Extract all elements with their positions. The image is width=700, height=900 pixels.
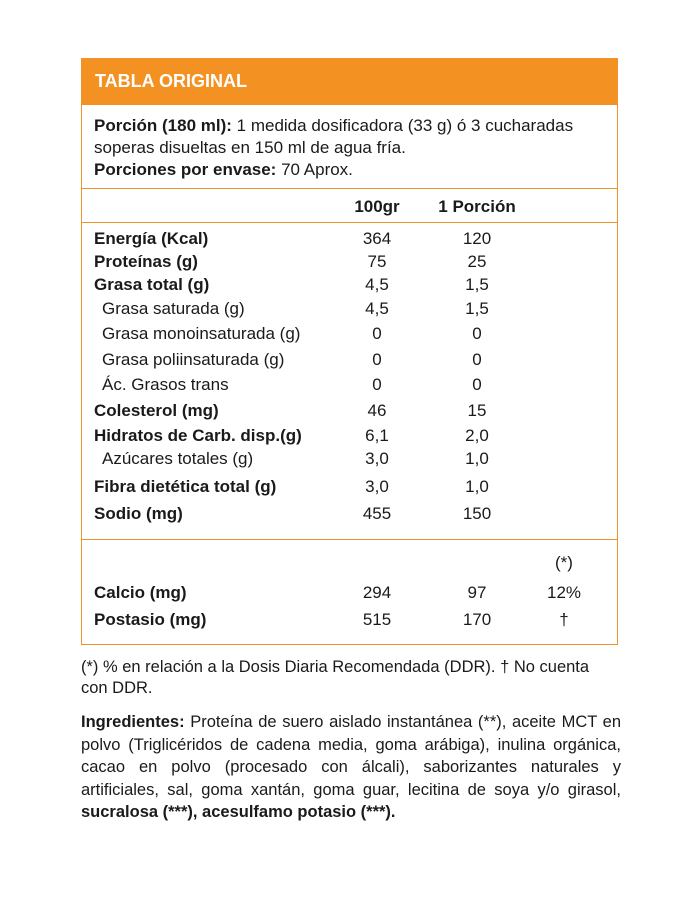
ingredients-sweeteners: sucralosa (***), acesulfamo potasio (***). — [81, 803, 396, 821]
row-label-grasa-mono: Grasa monoinsaturada (g) — [102, 324, 301, 343]
portion-text-2: soperas disueltas en 150 ml de agua fría. — [94, 138, 406, 157]
row-label-fibra: Fibra dietética total (g) — [94, 477, 277, 496]
column-header-portion: 1 Porción — [438, 197, 516, 216]
row-value-100g: 364 — [362, 229, 392, 248]
row-value-portion: 0 — [472, 350, 482, 369]
servings-label: Porciones por envase: — [94, 160, 277, 179]
portion-text-1: 1 medida dosificadora (33 g) ó 3 cucharadas — [236, 116, 574, 135]
row-value-portion: 1,5 — [465, 275, 489, 294]
row-value-portion: 1,0 — [465, 477, 489, 496]
servings-line — [94, 159, 353, 181]
ingredients-text: Proteína de suero aislado instantánea (**), aceite MCT en polvo (Triglicéridos de cadena media, goma arábiga), inulina orgánica, cacao en polvo (procesado con álcali), saborizantes naturales y artificiales, sal, goma xantán, goma guar, lecitina de soya y/o girasol, — [81, 713, 621, 799]
separator-portion — [82, 188, 617, 189]
portion-label: Porción (180 ml): — [94, 116, 232, 135]
row-label-grasa-poli: Grasa poliinsaturada (g) — [102, 350, 285, 369]
row-value-100g: 3,0 — [365, 477, 389, 496]
separator-minerals — [82, 539, 617, 540]
row-value-portion: 0 — [472, 324, 482, 343]
row-label-proteinas: Proteínas (g) — [94, 252, 198, 271]
footnote-line-1: (*) % en relación a la Dosis Diaria Recomendada (DDR). † No cuenta — [81, 658, 590, 676]
row-label-potasio: Postasio (mg) — [94, 610, 207, 629]
row-label-hidratos: Hidratos de Carb. disp.(g) — [94, 426, 302, 445]
row-value-portion: 2,0 — [465, 426, 489, 445]
row-value-portion: 15 — [467, 401, 487, 420]
row-value-portion: 25 — [467, 252, 487, 271]
nutrition-table — [81, 58, 618, 645]
row-value-100g: 294 — [362, 583, 392, 602]
row-value-100g: 0 — [372, 324, 382, 343]
portion-line-1 — [94, 115, 573, 137]
row-value-100g: 3,0 — [365, 449, 389, 468]
footnote-line-2: con DDR. — [81, 679, 153, 697]
row-value-ddr: 12% — [546, 583, 582, 602]
row-label-colesterol: Colesterol (mg) — [94, 401, 219, 420]
row-value-portion: 0 — [472, 375, 482, 394]
row-value-portion: 97 — [467, 583, 487, 602]
row-label-grasa-total: Grasa total (g) — [94, 275, 210, 294]
row-label-energia: Energía (Kcal) — [94, 229, 209, 248]
row-value-portion: 150 — [462, 504, 492, 523]
row-label-azucares: Azúcares totales (g) — [102, 449, 254, 468]
row-label-calcio: Calcio (mg) — [94, 583, 187, 602]
row-value-portion: 1,0 — [465, 449, 489, 468]
row-value-100g: 46 — [367, 401, 387, 420]
table-title: TABLA ORIGINAL — [95, 71, 247, 91]
separator-header — [82, 222, 617, 223]
servings-value: 70 Aprox. — [281, 160, 353, 179]
row-label-sodio: Sodio (mg) — [94, 504, 183, 523]
row-value-100g: 0 — [372, 375, 382, 394]
row-value-ddr: † — [559, 610, 569, 629]
row-value-100g: 0 — [372, 350, 382, 369]
ingredients-label: Ingredientes: — [81, 713, 185, 731]
row-value-100g: 6,1 — [365, 426, 389, 445]
row-value-100g: 75 — [367, 252, 387, 271]
column-header-100g: 100gr — [354, 197, 400, 216]
row-value-100g: 455 — [362, 504, 392, 523]
row-value-portion: 120 — [462, 229, 492, 248]
ingredients-paragraph — [81, 711, 621, 824]
ddr-header: (*) — [555, 553, 573, 572]
footnote — [81, 657, 621, 699]
row-value-portion: 170 — [462, 610, 492, 629]
row-value-100g: 4,5 — [365, 275, 389, 294]
row-label-grasa-saturada: Grasa saturada (g) — [102, 299, 245, 318]
row-value-portion: 1,5 — [465, 299, 489, 318]
row-value-100g: 515 — [362, 610, 392, 629]
row-label-grasos-trans: Ác. Grasos trans — [102, 375, 229, 394]
table-header-bar — [82, 59, 617, 105]
row-value-100g: 4,5 — [365, 299, 389, 318]
